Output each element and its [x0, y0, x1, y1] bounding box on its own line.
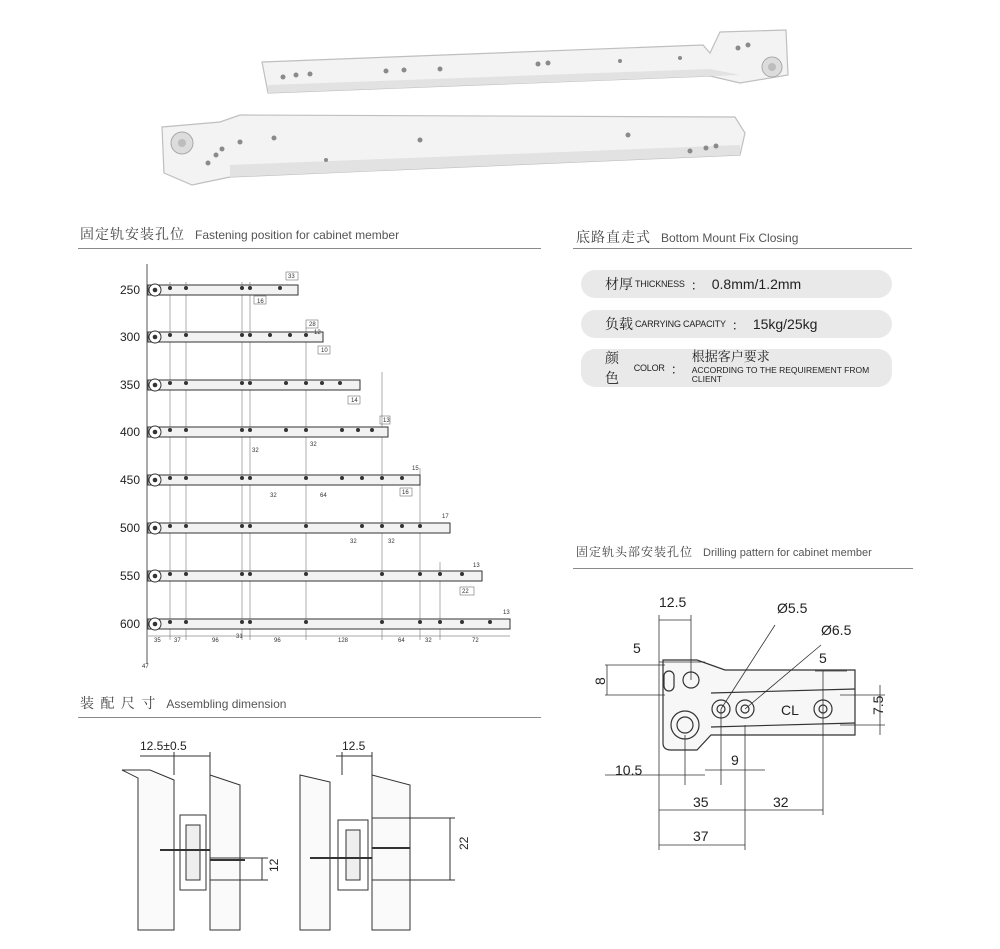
rail-row-500: [148, 522, 450, 534]
dim-label: 10: [321, 348, 328, 354]
spec-thickness-en: THICKNESS: [635, 279, 685, 289]
spec-color: [581, 349, 892, 387]
spec-capacity-value: 15kg/25kg: [752, 316, 818, 332]
dim-label: 33: [288, 274, 295, 280]
rail-upper: [262, 30, 788, 93]
spec-capacity-en: CARRYING CAPACITY: [635, 319, 726, 329]
dim-label: 96: [212, 638, 219, 644]
rail-length-label: 250: [119, 283, 140, 297]
bottom-mount-header-en: Bottom Mount Fix Closing: [661, 231, 799, 245]
assembling-diagram: [110, 730, 480, 935]
drill-dim: 5: [819, 650, 827, 666]
drill-dim: 12.5: [659, 594, 687, 610]
dim-label: 32: [425, 638, 432, 644]
rail-length-label: 600: [119, 617, 140, 631]
drill-dim: 10.5: [615, 762, 643, 778]
drill-dim: Ø6.5: [821, 622, 852, 638]
dim-label: 32: [350, 539, 357, 545]
spec-capacity: [581, 310, 892, 338]
spec-color-value-en: ACCORDING TO THE REQUIREMENT FROM CLIENT: [691, 364, 870, 385]
rail-row-450: [148, 474, 420, 486]
spec-colon: ：: [690, 277, 704, 293]
drill-dim: Ø5.5: [777, 600, 808, 616]
dim-label: 37: [174, 638, 181, 644]
fastening-header-cn: 固定轨安装孔位: [80, 227, 185, 243]
dim-label: 64: [398, 638, 405, 644]
fastening-rule: [78, 248, 541, 249]
assembling-header-cn: 装 配 尺 寸: [80, 696, 157, 712]
rail-row-400: [148, 426, 388, 438]
dim-label: 16: [402, 490, 409, 496]
dim-label: 13: [383, 418, 390, 424]
bottom-mount-rule: [573, 248, 912, 249]
drill-dim: 35: [693, 794, 709, 810]
drill-dim: 37: [693, 828, 709, 844]
spec-colon: ：: [670, 361, 684, 377]
assembling-header: [80, 693, 286, 713]
spec-color-cn: 颜色: [605, 351, 619, 387]
rail-length-label: 350: [119, 378, 140, 392]
drill-dim: CL: [781, 702, 799, 718]
fastening-diagram: [110, 262, 530, 672]
drill-dim: 7.5: [870, 695, 886, 715]
dim-label: 15: [412, 466, 419, 472]
dim-label: 72: [472, 638, 479, 644]
rail-row-600: [148, 618, 510, 630]
rail-row-350: [148, 379, 360, 391]
rail-length-label: 500: [119, 521, 140, 535]
dim-label: 32: [252, 448, 259, 454]
dim-label: 14: [351, 398, 358, 404]
bottom-mount-header: [576, 227, 798, 247]
rail-length-label: 450: [119, 473, 140, 487]
drilling-rule: [573, 568, 913, 569]
assembly-dim: 12: [267, 858, 281, 872]
fastening-header: [80, 224, 399, 244]
rail-length-label: 550: [119, 569, 140, 583]
dim-label: 32: [388, 539, 395, 545]
spec-color-en: COLOR: [633, 363, 665, 373]
spec-thickness: [581, 270, 892, 298]
rail-row-300: [148, 331, 323, 343]
rail-length-label: 400: [119, 425, 140, 439]
spec-thickness-cn: 材厚: [605, 277, 633, 293]
dim-label: 17: [442, 514, 449, 520]
drill-dim: 8: [592, 677, 608, 685]
dim-label: 31: [236, 634, 243, 640]
rail-lower: [162, 115, 745, 185]
dim-label: 13: [473, 563, 480, 569]
assembly-dim: 12.5: [342, 739, 366, 753]
dim-label: 16: [257, 299, 264, 305]
assembling-rule: [78, 717, 541, 718]
dim-label: 96: [274, 638, 281, 644]
spec-capacity-cn: 负载: [605, 317, 633, 333]
spec-thickness-value: 0.8mm/1.2mm: [711, 276, 802, 292]
dim-label: 22: [462, 589, 469, 595]
rail-row-550: [148, 570, 482, 582]
drill-dim: 5: [633, 640, 641, 656]
drilling-header: [576, 543, 872, 560]
assembly-dim: 12.5±0.5: [140, 739, 187, 753]
assembly-dim: 22: [457, 836, 471, 850]
fastening-header-en: Fastening position for cabinet member: [195, 228, 400, 242]
drill-dim: 32: [773, 794, 789, 810]
dim-label: 64: [320, 493, 327, 499]
dim-label: 32: [310, 442, 317, 448]
rail-row-250: [148, 284, 298, 296]
dim-label: 12: [314, 330, 321, 336]
spec-colon: ：: [731, 317, 745, 333]
dim-label: 47: [142, 664, 149, 670]
spec-color-value-cn: 根据客户要求: [691, 349, 770, 365]
rail-length-label: 300: [119, 330, 140, 344]
dim-label: 32: [270, 493, 277, 499]
drilling-header-en: Drilling pattern for cabinet member: [703, 547, 872, 559]
bottom-mount-header-cn: 底路直走式: [576, 230, 651, 246]
drilling-diagram: [585, 585, 895, 855]
product-photo: [150, 15, 810, 205]
dim-label: 13: [503, 610, 510, 616]
dim-label: 35: [154, 638, 161, 644]
drilling-header-cn: 固定轨头部安装孔位: [576, 545, 694, 559]
drill-dim: 9: [731, 752, 739, 768]
dim-label: 128: [338, 638, 349, 644]
dim-label: 28: [309, 322, 316, 328]
assembling-header-en: Assembling dimension: [166, 697, 287, 711]
